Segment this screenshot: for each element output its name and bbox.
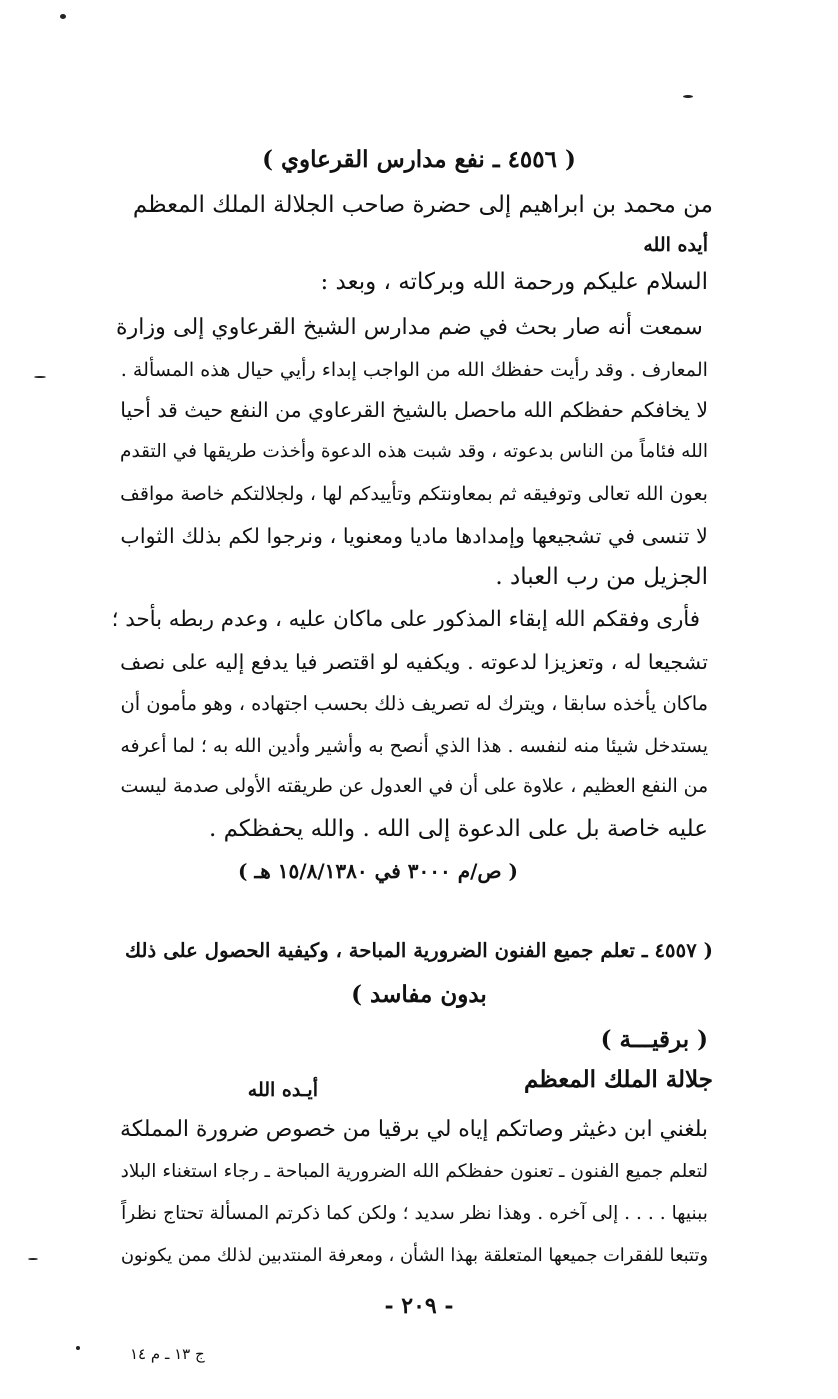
scan-speck	[683, 95, 693, 98]
letter-4556-heading: ( ٤٥٥٦ ـ نفع مدارس القرعاوي )	[262, 146, 576, 173]
letter-4556-line: من النفع العظيم ، علاوة على أن في العدول عن طريقته الأولى صدمة ليست	[120, 776, 708, 797]
letter-4556-line: تشجيعا له ، وتعزيزا لدعوته . ويكفيه لو اقتصر فيا يدفع إليه على نصف	[120, 650, 708, 674]
telegram-label: ( برقيـــة )	[600, 1026, 708, 1053]
letter-4556-line: عليه خاصة بل على الدعوة إلى الله . والله يحفظكم .	[208, 816, 708, 842]
scan-speck	[60, 14, 66, 19]
letter-4556-line: المعارف . وقد رأيت حفظك الله من الواجب إبداء رأيي حيال هذه المسألة .	[120, 358, 708, 381]
letter-4556-line: الله فئاماً من الناس بدعوته ، وقد شبت هذه الدعوة وأخذت طريقها في التقدم	[120, 441, 708, 462]
letter-4556-line: فأرى وفقكم الله إبقاء المذكور على ماكان عليه ، وعدم ربطه بأحد ؛	[111, 607, 700, 632]
letter-4557-heading-cont: بدون مفاسد )	[351, 981, 487, 1008]
scan-speck	[76, 1346, 80, 1350]
letter-4557-line: ببنيها . . . . إلى آخره . وهذا نظر سديد ؛ ولكن كما ذكرتم المسألة تحتاج نظراً	[121, 1203, 708, 1224]
letter-4557-heading: ( ٤٥٥٧ ـ تعلم جميع الفنون الضرورية المباحة ، وكيفية الحصول على ذلك	[124, 938, 713, 962]
letter-4556-line: سمعت أنه صار بحث في ضم مدارس الشيخ القرعاوي إلى وزارة	[115, 314, 703, 340]
letter-4556-from-line: من محمد بن ابراهيم إلى حضرة صاحب الجلالة الملك المعظم	[132, 192, 713, 218]
scan-speck	[34, 376, 46, 378]
letter-4556-blessing: أيده الله	[643, 234, 708, 256]
letter-4556-greeting: السلام عليكم ورحمة الله وبركاته ، وبعد :	[320, 269, 708, 295]
letter-4557-addressee: جلالة الملك المعظم	[524, 1066, 713, 1093]
letter-4557-line: بلغني ابن دغيثر وصاتكم إياه لي برقيا من خصوص ضرورة المملكة	[120, 1117, 708, 1142]
letter-4557-line: وتتبعا للفقرات جميعها المتعلقة بهذا الشأن ، ومعرفة المنتدبين لذلك ممن يكونون	[120, 1245, 708, 1266]
letter-4556-line: بعون الله تعالى وتوفيقه ثم بمعاونتكم وتأييدكم لها ، ولجلالتكم خاصة مواقف	[120, 483, 708, 505]
scan-speck	[28, 1258, 38, 1260]
letter-4556-line: لا تنسى في تشجيعها وإمدادها ماديا ومعنويا ، ونرجوا لكم بذلك الثواب	[120, 524, 708, 548]
letter-4556-line: الجزيل من رب العباد .	[495, 564, 708, 590]
letter-4556-line: يستدخل شيئا منه لنفسه . هذا الذي أنصح به وأشير وأدين الله به ؛ لما أعرفه	[120, 735, 708, 757]
letter-4556-line: ماكان يأخذه سابقا ، ويترك له تصريف ذلك بحسب اجتهاده ، وهو مأمون أن	[120, 692, 708, 715]
letter-4557-line: لتعلم جميع الفنون ـ تعنون حفظكم الله الضرورية المباحة ـ رجاء استغناء البلاد	[120, 1161, 708, 1182]
signature-mark: ج ١٣ ـ م ١٤	[130, 1345, 205, 1363]
letter-4556-line: لا يخافكم حفظكم الله ماحصل بالشيخ القرعاوي من النفع حيث قد أحيا	[120, 398, 708, 422]
page-number: - ٢٠٩ -	[384, 1293, 454, 1319]
letter-4556-reference: ( ص/م ٣٠٠٠ في ١٥/٨/١٣٨٠ هـ )	[238, 859, 518, 883]
letter-4557-blessing: أيـده الله	[247, 1079, 318, 1101]
